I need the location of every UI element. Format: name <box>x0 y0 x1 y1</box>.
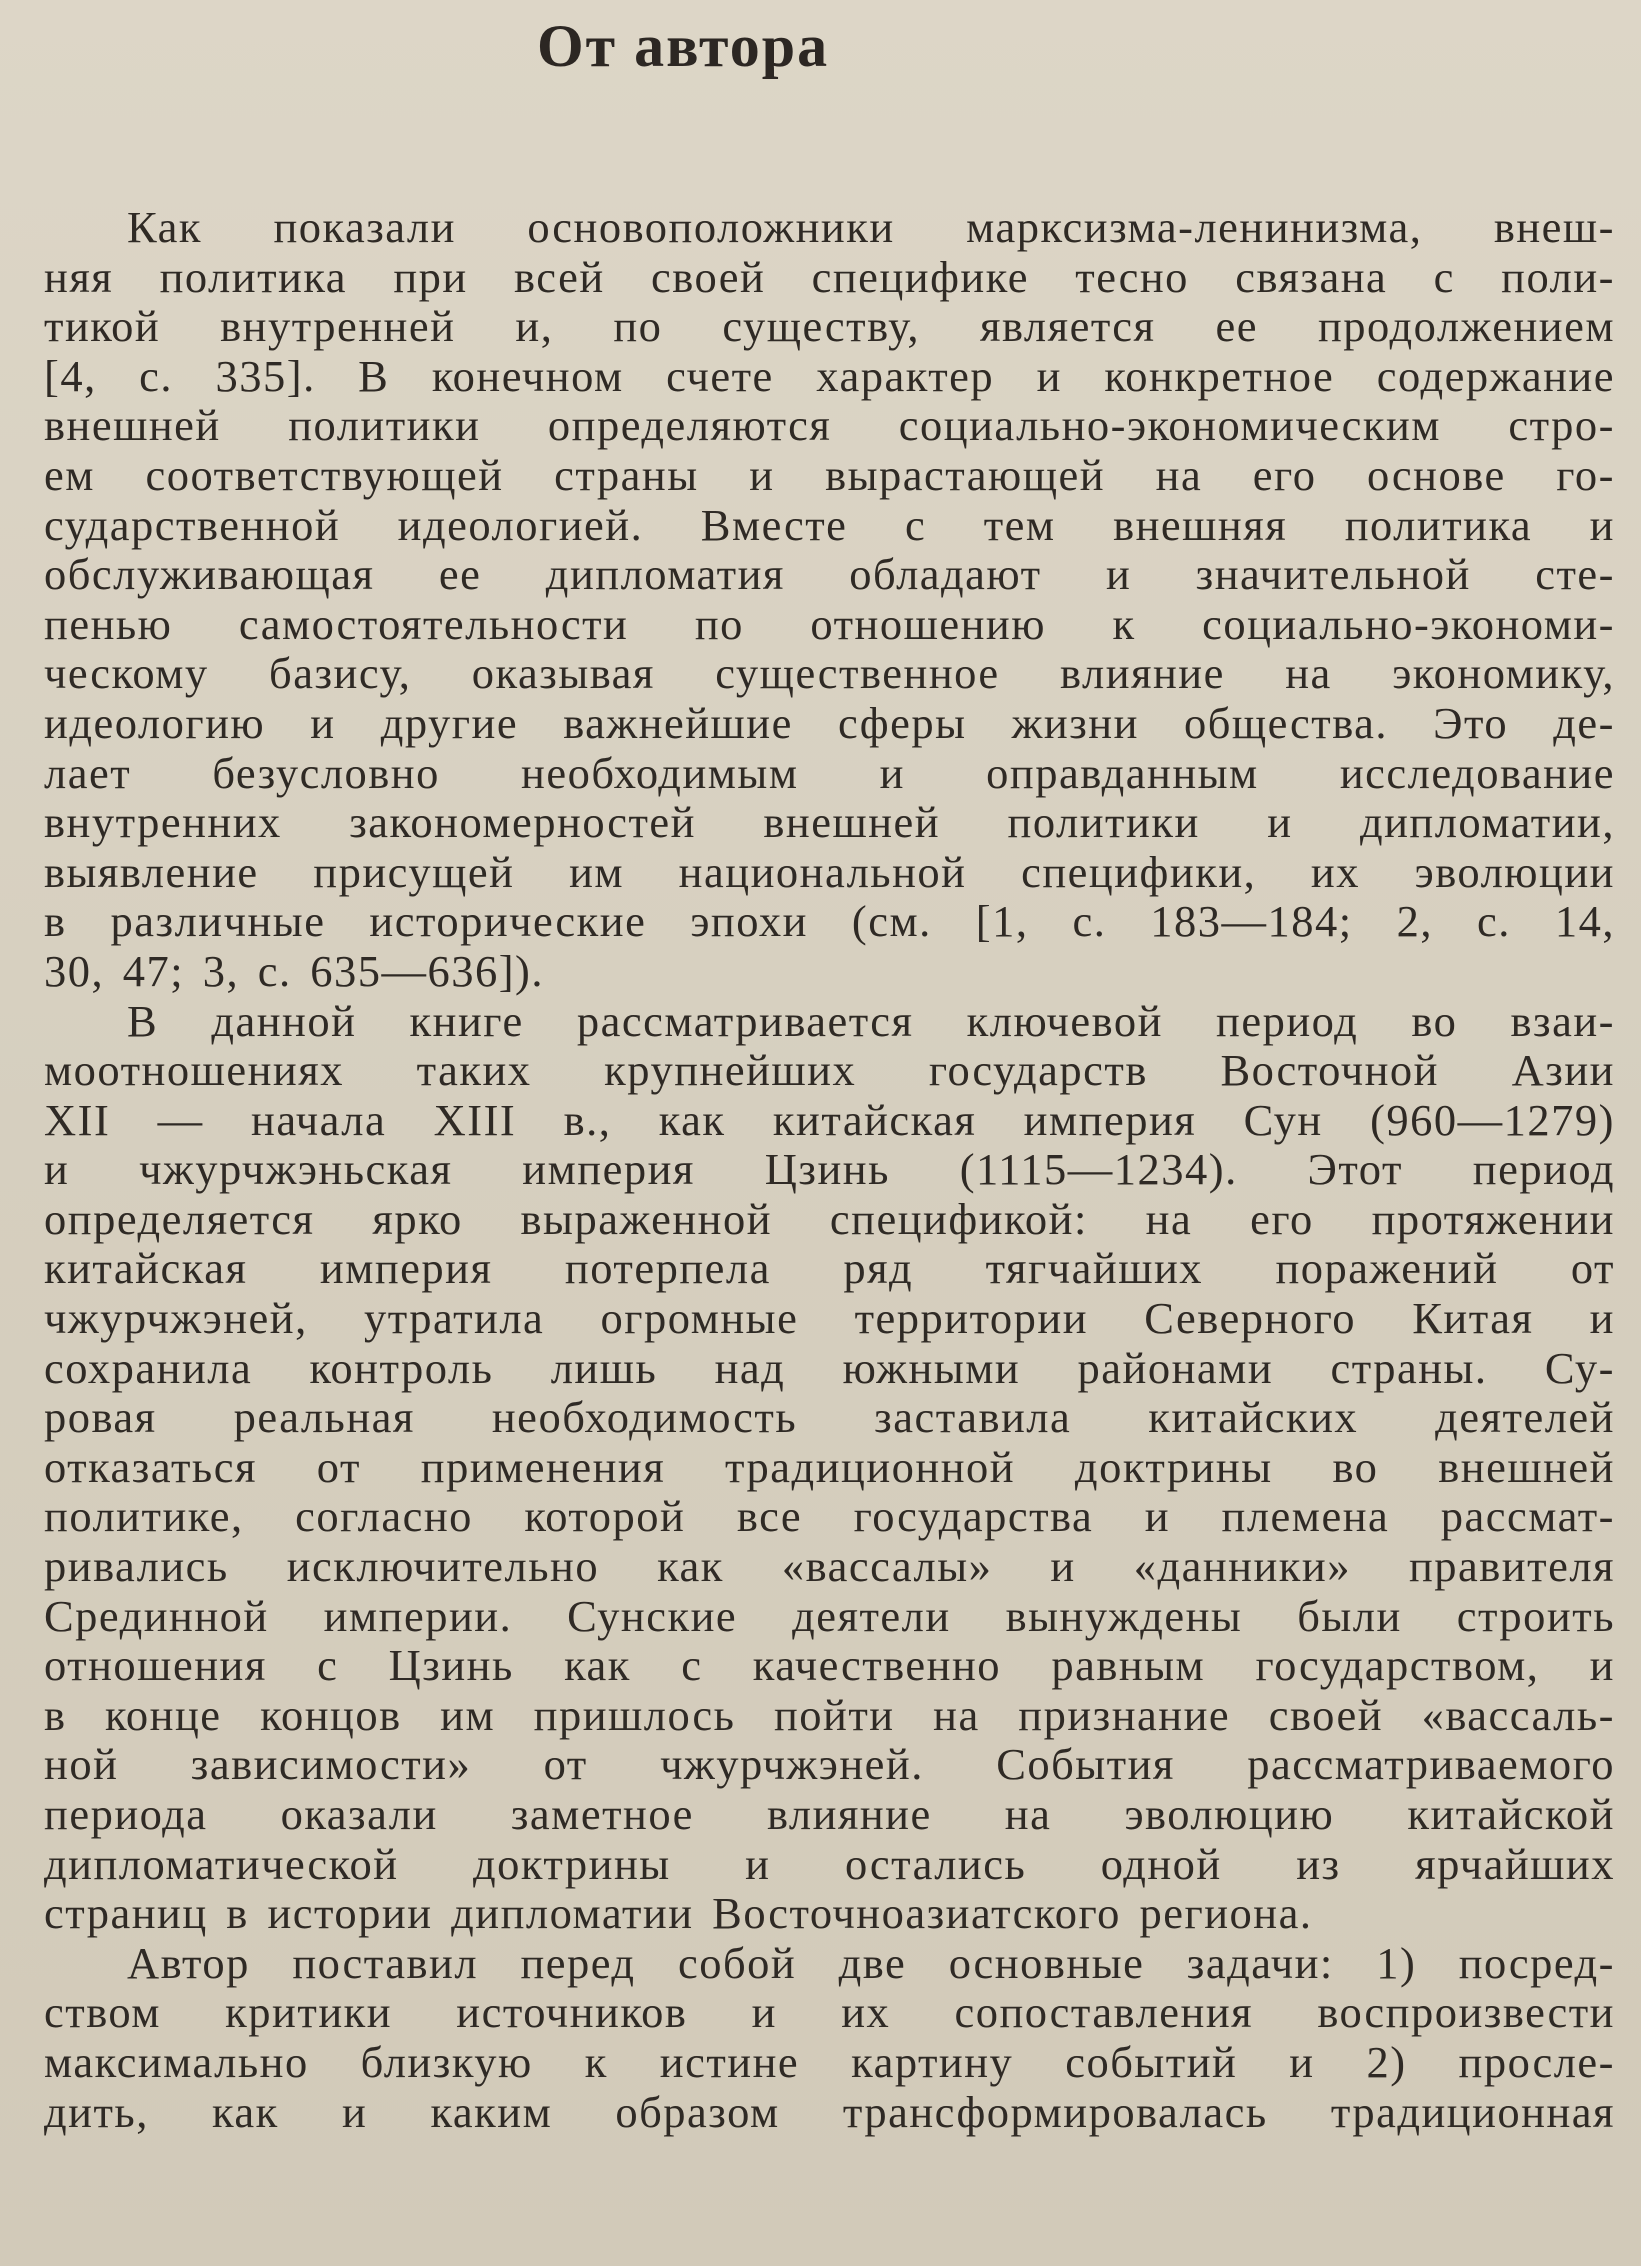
text-line: няя политика при всей своей специфике тесно связана с поли- <box>44 252 1615 302</box>
text-line: максимально близкую к истине картину событий и 2) просле- <box>44 2037 1615 2087</box>
text-line: идеологию и другие важнейшие сферы жизни общества. Это де- <box>44 698 1615 748</box>
text-line: отказаться от применения традиционной доктрины во внешней <box>44 1442 1615 1492</box>
text-line: лает безусловно необходимым и оправданным исследование <box>44 748 1615 798</box>
paragraph-1 <box>44 203 1615 997</box>
text-line: ческому базису, оказывая существенное влияние на экономику, <box>44 649 1615 699</box>
text-line: сударственной идеологией. Вместе с тем внешняя политика и <box>44 500 1615 550</box>
text-line: внутренних закономерностей внешней политики и дипломатии, <box>44 798 1615 848</box>
text-line: периода оказали заметное влияние на эволюцию китайской <box>44 1790 1615 1839</box>
text-line: ем соответствующей страны и вырастающей на его основе го- <box>44 450 1615 500</box>
text-line: обслуживающая ее дипломатия обладают и значительной сте- <box>44 550 1615 600</box>
body-text <box>44 203 1615 2137</box>
text-line: Автор поставил перед собой две основные задачи: 1) посред- <box>127 1938 1615 1988</box>
text-line: определяется ярко выраженной спецификой: на его протяжении <box>44 1194 1615 1244</box>
text-line: китайская империя потерпела ряд тягчайших поражений от <box>44 1244 1615 1294</box>
text-line: чжурчжэней, утратила огромные территории Северного Китая и <box>44 1294 1615 1344</box>
text-line: в различные исторические эпохи (см. [1, с. 183—184; 2, с. 14, <box>44 897 1615 947</box>
text-line: моотношениях таких крупнейших государств Восточной Азии <box>44 1046 1615 1096</box>
text-line: В данной книге рассматривается ключевой период во взаи- <box>127 996 1615 1046</box>
text-line: ной зависимости» от чжурчжэней. События рассматриваемого <box>44 1740 1615 1790</box>
text-line: тикой внутренней и, по существу, является ее продолжением <box>44 302 1615 352</box>
text-line: в конце концов им пришлось пойти на признание своей «вассаль- <box>44 1690 1615 1740</box>
text-line: выявление присущей им национальной специфики, их эволюции <box>44 847 1615 897</box>
text-line: XII — начала XIII в., как китайская империя Сун (960—1279) <box>44 1095 1615 1145</box>
text-line: отношения с Цзинь как с качественно равным государством, и <box>44 1641 1615 1691</box>
text-line: страниц в истории дипломатии Восточноазиатского региона. <box>44 1889 1313 1939</box>
text-line: сохранила контроль лишь над южными районами страны. Су- <box>44 1343 1615 1393</box>
text-line: Срединной империи. Сунские деятели вынуждены были строить <box>44 1591 1615 1641</box>
text-line: дить, как и каким образом трансформировалась традиционная <box>44 2087 1615 2137</box>
text-line: политике, согласно которой все государства и племена рассмат- <box>44 1492 1615 1542</box>
text-line: Как показали основоположники марксизма-ленинизма, внеш- <box>127 203 1615 252</box>
text-line: [4, с. 335]. В конечном счете характер и конкретное содержание <box>44 351 1615 401</box>
text-line: ством критики источников и их сопоставления воспроизвести <box>44 1988 1615 2038</box>
paragraph-3 <box>44 1939 1615 2137</box>
paragraph-2 <box>44 997 1615 1939</box>
text-line: внешней политики определяются социально-экономическим стро- <box>44 401 1615 451</box>
text-line: и чжурчжэньская империя Цзинь (1115—1234). Этот период <box>44 1145 1615 1195</box>
text-line: 30, 47; 3, с. 635—636]). <box>44 946 545 996</box>
text-line: пенью самостоятельности по отношению к социально-экономи- <box>44 599 1615 649</box>
text-line: ривались исключительно как «вассалы» и «данники» правителя <box>44 1542 1615 1592</box>
text-line: ровая реальная необходимость заставила китайских деятелей <box>44 1393 1615 1443</box>
page-title: От автора <box>537 13 830 79</box>
text-line: дипломатической доктрины и остались одной из ярчайших <box>44 1839 1615 1889</box>
